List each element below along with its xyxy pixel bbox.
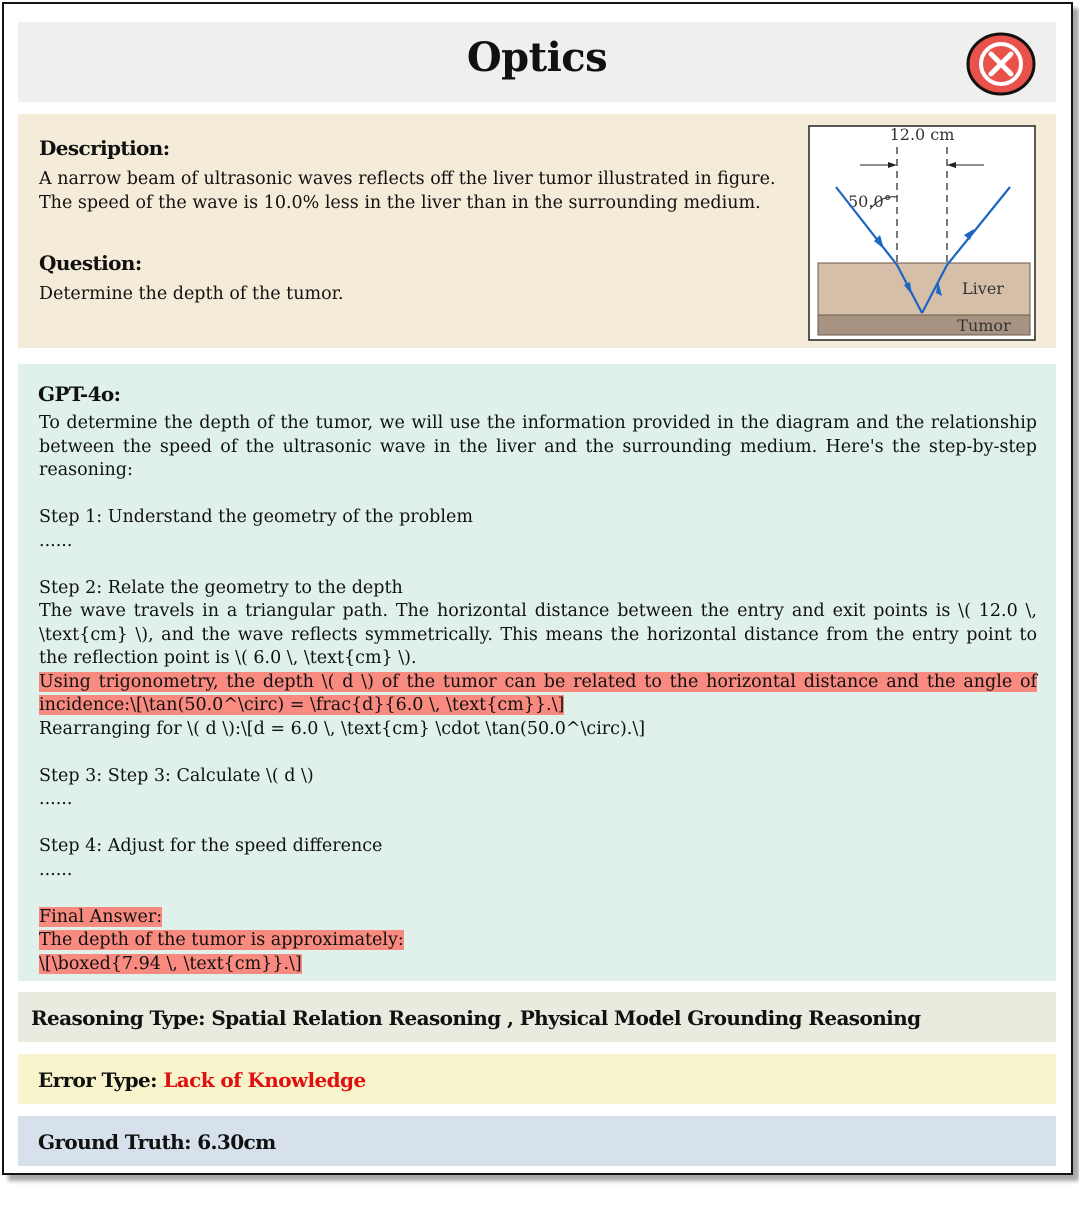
answer-intro: To determine the depth of the tumor, we will use the information provided in the diagram and the relationship between the speed of the ultrasonic wave in the liver and the surrounding medium. Here's the step-by-step reasoning: bbox=[39, 413, 1037, 480]
question-label: Question: bbox=[39, 251, 142, 275]
step-2-rearrange: Rearranging for \( d \):\[d = 6.0 \, \text{cm} \cdot \tan(50.0^\circ).\] bbox=[39, 718, 646, 739]
tumor-label: Tumor bbox=[957, 316, 1011, 335]
description-text: A narrow beam of ultrasonic waves reflects off the liver tumor illustrated in figure. The speed of the wave is 10.0% less in the liver than in the surrounding medium. bbox=[39, 169, 776, 213]
reasoning-type-bar bbox=[18, 992, 1056, 1042]
step-2-heading: Step 2: Relate the geometry to the depth bbox=[39, 577, 403, 598]
error-type-value: Lack of Knowledge bbox=[163, 1068, 366, 1092]
description-label: Description: bbox=[39, 136, 170, 160]
header-bar bbox=[18, 22, 1056, 102]
step-2-highlight: Using trigonometry, the depth \( d \) of the tumor can be related to the horizontal distance and the angle of incidence:\[\tan(50.0^\circ) = \frac{d}{6.0 \, \text{cm}}.\] bbox=[39, 671, 1037, 715]
step-3-ellipsis: ...... bbox=[39, 789, 73, 809]
error-type-label: Error Type: bbox=[38, 1068, 157, 1092]
width-label: 12.0 cm bbox=[889, 125, 955, 144]
final-answer-text: The depth of the tumor is approximately: bbox=[39, 930, 404, 950]
model-label: GPT-4o: bbox=[38, 382, 121, 406]
ground-truth-label: Ground Truth: bbox=[38, 1130, 191, 1154]
question-text: Determine the depth of the tumor. bbox=[39, 284, 344, 304]
tumor-diagram bbox=[808, 125, 1036, 341]
step-1-ellipsis: ...... bbox=[39, 530, 73, 551]
ground-truth-bar bbox=[18, 1116, 1056, 1166]
reasoning-type-value: Spatial Relation Reasoning , Physical Model Grounding Reasoning bbox=[211, 1006, 921, 1030]
card-frame bbox=[2, 2, 1073, 1175]
final-answer-value: \[\boxed{7.94 \, \text{cm}}.\] bbox=[39, 953, 302, 974]
model-answer-panel bbox=[18, 364, 1056, 981]
step-2-text: The wave travels in a triangular path. The horizontal distance between the entry and exit points is \( 12.0 \, \text{cm} \), and the wave reflects symmetrically. This means the horizontal distance from the entry point to the reflection point is \( 6.0 \, \text{cm} \). bbox=[39, 601, 1037, 668]
page-title: Optics bbox=[466, 34, 608, 81]
problem-panel bbox=[18, 114, 1056, 348]
error-type-bar bbox=[18, 1054, 1056, 1104]
ground-truth-value: 6.30cm bbox=[197, 1130, 276, 1154]
step-4-ellipsis: ...... bbox=[39, 859, 73, 880]
liver-label: Liver bbox=[962, 279, 1004, 298]
final-answer-label: Final Answer: bbox=[39, 906, 163, 927]
answer-body bbox=[39, 412, 1037, 976]
step-4-heading: Step 4: Adjust for the speed difference bbox=[39, 836, 383, 856]
step-3-heading: Step 3: Step 3: Calculate \( d \) bbox=[39, 765, 314, 786]
reasoning-type-label: Reasoning Type: bbox=[31, 1006, 205, 1030]
step-1-heading: Step 1: Understand the geometry of the problem bbox=[39, 507, 473, 527]
x-circle-icon bbox=[966, 32, 1036, 96]
angle-label: 50.0° bbox=[848, 192, 892, 211]
